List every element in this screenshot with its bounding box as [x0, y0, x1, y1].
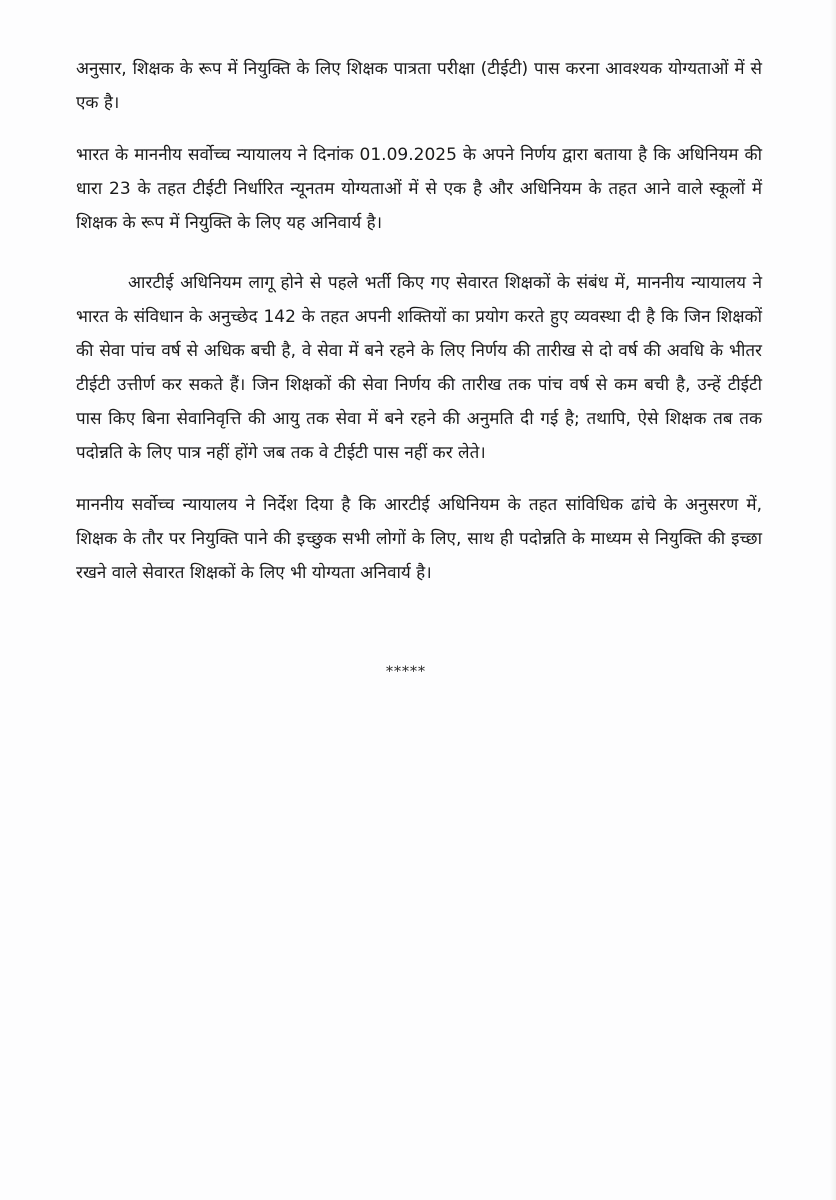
paragraph-court-direction: माननीय सर्वोच्च न्यायालय ने निर्देश दिया है कि आरटीई अधिनियम के तहत सांविधिक ढांचे के अनुसरण में, शिक्षक के तौर पर नियुक्ति पाने की इच्छुक सभी लोगों के लिए, साथ ही पदोन्नति के माध्यम से नियुक्ति की इच्छा रखने वाले सेवारत शिक्षकों के लिए भी योग्यता अनिवार्य है। [76, 495, 762, 583]
paragraph-supreme-court-judgment: भारत के माननीय सर्वोच्च न्यायालय ने दिनांक 01.09.2025 के अपने निर्णय द्वारा बताया है कि अधिनियम की धारा 23 के तहत टीईटी निर्धारित न्यूनतम योग्यताओं में से एक है और अधिनियम के तहत आने वाले स्कूलों में शिक्षक के रूप में नियुक्ति के लिए यह अनिवार्य है। [76, 145, 762, 233]
paragraph-tet-requirement: अनुसार, शिक्षक के रूप में नियुक्ति के लिए शिक्षक पात्रता परीक्षा (टीईटी) पास करना आवश्यक योग्यताओं में से एक है। [76, 59, 762, 113]
paragraph-in-service-teachers: आरटीई अधिनियम लागू होने से पहले भर्ती किए गए सेवारत शिक्षकों के संबंध में, माननीय न्यायालय ने भारत के संविधान के अनुच्छेद 142 के तहत अपनी शक्तियों का प्रयोग करते हुए व्यवस्था दी है कि जिन शिक्षकों की सेवा पांच वर्ष से अधिक बची है, वे सेवा में बने रहने के लिए निर्णय की तारीख से दो वर्ष की अवधि के भीतर टीईटी उत्तीर्ण कर सकते हैं। जिन शिक्षकों की सेवा निर्णय की तारीख तक पांच वर्ष से कम बची है, उन्हें टीईटी पास किए बिना सेवानिवृत्ति की आयु तक सेवा में बने रहने की अनुमति दी गई है; तथापि, ऐसे शिक्षक तब तक पदोन्नति के लिए पात्र नहीं होंगे जब तक वे टीईटी पास नहीं कर लेते। [76, 273, 762, 463]
end-of-document-marker: ***** [386, 664, 426, 680]
document-body [76, 52, 762, 590]
page-edge-shadow [830, 0, 836, 1200]
